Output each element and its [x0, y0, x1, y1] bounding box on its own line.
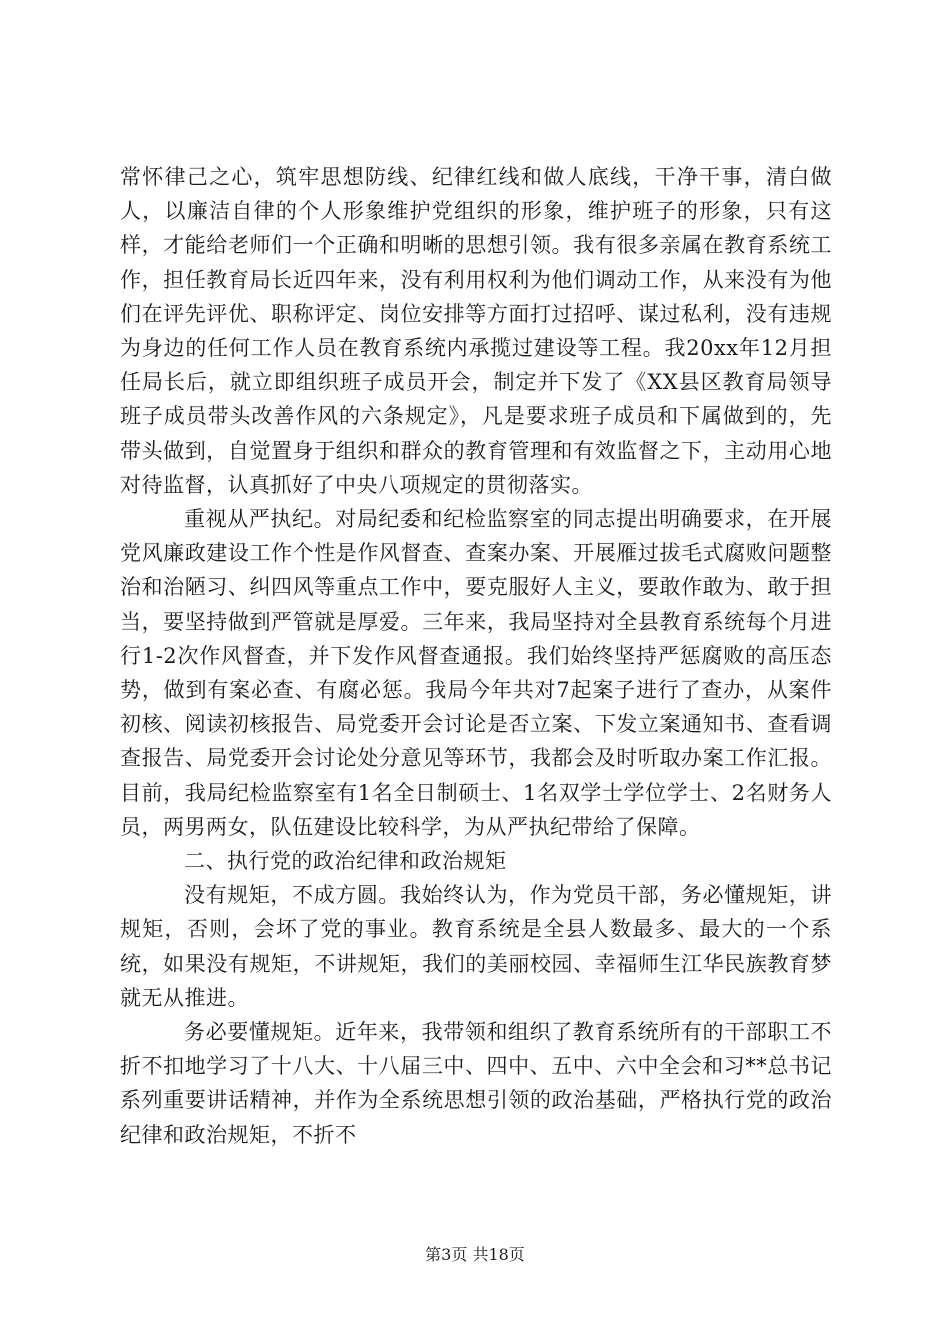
- section-heading: 二、执行党的政治纪律和政治规矩: [184, 849, 507, 874]
- paragraph-2: 重视从严执纪。对局纪委和纪检监察室的同志提出明确要求，在开展党风廉政建设工作个性是作风督查、查案办案、开展雁过拔毛式腐败问题整治和治陋习、纠四风等重点工作中，要克服好人主义，要敢作敢为、敢于担当，要坚持做到严管就是厚爱。三年来，我局坚持对全县教育系统每个月进行1-2次作风督查，并下发作风督查通报。我们始终坚持严惩腐败的高压态势，做到有案必查、有腐必惩。我局今年共对7起案子进行了查办，从案件初核、阅读初核报告、局党委开会讨论是否立案、下发立案通知书、查看调查报告、局党委开会讨论处分意见等环节，我都会及时听取办案工作汇报。目前，我局纪检监察室有1名全日制硕士、1名双学士学位学士、2名财务人员，两男两女，队伍建设比较科学，为从严执纪带给了保障。: [120, 507, 832, 839]
- paragraph-3: 没有规矩，不成方圆。我始终认为，作为党员干部，务必懂规矩，讲规矩，否则，会坏了党的事业。教育系统是全县人数最多、最大的一个系统，如果没有规矩，不讲规矩，我们的美丽校园、幸福师生江华民族教育梦就无从推进。: [120, 883, 832, 1010]
- paragraph-1: 常怀律己之心，筑牢思想防线、纪律红线和做人底线，干净干事，清白做人，以廉洁自律的个人形象维护党组织的形象，维护班子的形象，只有这样，才能给老师们一个正确和明晰的思想引领。我有很多亲属在教育系统工作，担任教育局长近四年来，没有利用权利为他们调动工作，从来没有为他们在评先评优、职称评定、岗位安排等方面打过招呼、谋过私利，没有违规为身边的任何工作人员在教育系统内承揽过建设等工程。我20xx年12月担任局长后，就立即组织班子成员开会，制定并下发了《XX县区教育局领导班子成员带头改善作风的六条规定》，凡是要求班子成员和下属做到的，先带头做到，自觉置身于组织和群众的教育管理和有效监督之下，主动用心地对待监督，认真抓好了中央八项规定的贯彻落实。: [120, 165, 832, 497]
- paragraph-4: 务必要懂规矩。近年来，我带领和组织了教育系统所有的干部职工不折不扣地学习了十八大、十八届三中、四中、五中、六中全会和习**总书记系列重要讲话精神，并作为全系统思想引领的政治基础，严格执行党的政治纪律和政治规矩，不折不: [120, 1020, 832, 1147]
- document-body: [120, 160, 832, 1152]
- page-number-footer: 第3页 共18页: [425, 1245, 525, 1264]
